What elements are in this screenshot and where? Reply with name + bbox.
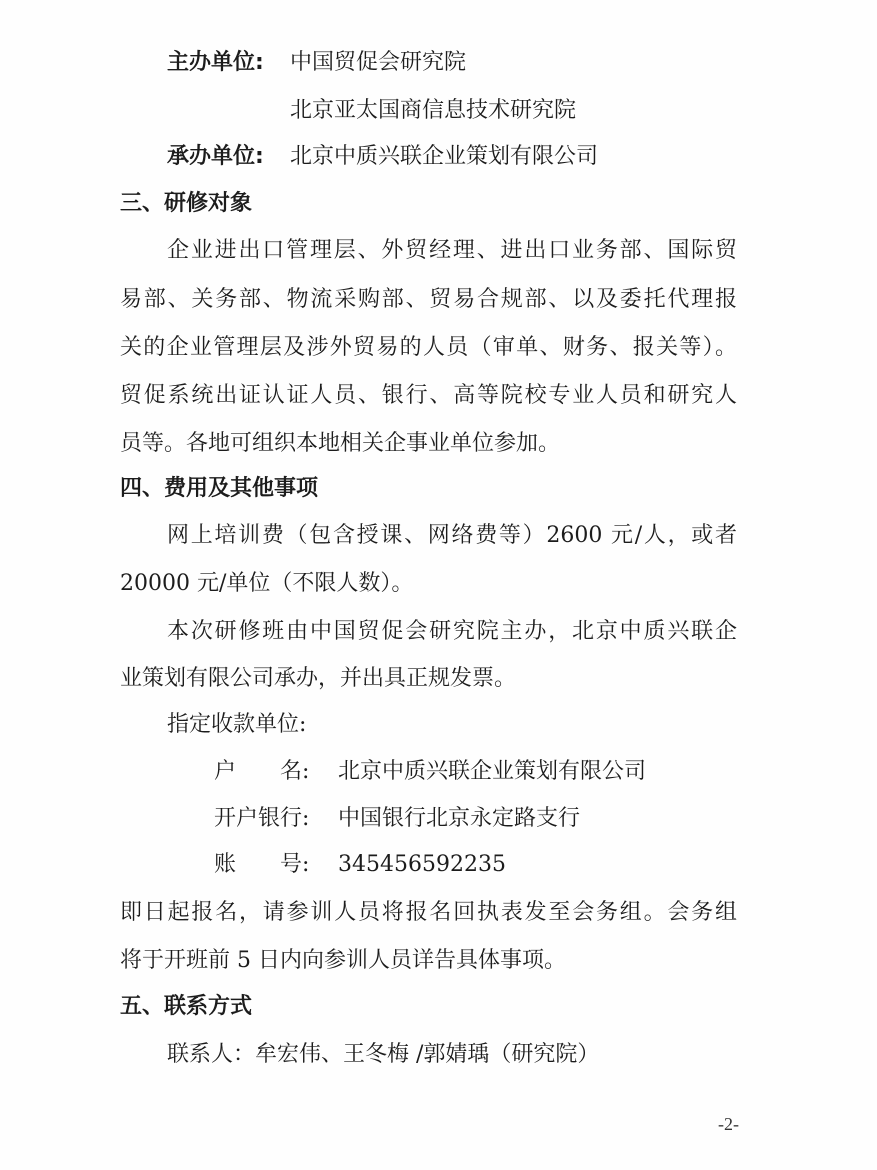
account-name-value: 北京中质兴联企业策划有限公司 xyxy=(338,759,647,784)
signup-line-1: 即日起报名，请参训人员将报名回执表发至会务组。会务组 xyxy=(120,900,737,925)
undertaker-row xyxy=(167,142,264,172)
host-note-line-1: 本次研修班由中国贸促会研究院主办，北京中质兴联企 xyxy=(167,619,737,644)
host-1: 中国贸促会研究院 xyxy=(290,50,467,75)
fee-line-1: 网上培训费（包含授课、网络费等）2600 元/人，或者 xyxy=(167,523,737,548)
section3-heading: 三、研修对象 xyxy=(120,191,253,216)
payee-title: 指定收款单位: xyxy=(167,712,307,737)
fee-line-2: 20000 元/单位（不限人数）。 xyxy=(120,571,414,596)
section5-heading: 五、联系方式 xyxy=(120,994,253,1019)
signup-line-2: 将于开班前 5 日内向参训人员详告具体事项。 xyxy=(120,948,566,973)
section3-line-1: 企业进出口管理层、外贸经理、进出口业务部、国际贸 xyxy=(167,238,737,263)
host-row xyxy=(167,48,264,78)
bank-label: 开户银行: xyxy=(214,806,310,831)
account-no-label: 账 号: xyxy=(214,852,310,877)
section3-line-2: 易部、关务部、物流采购部、贸易合规部、以及委托代理报 xyxy=(120,287,737,312)
undertaker-name: 北京中质兴联企业策划有限公司 xyxy=(290,144,599,169)
contact-line: 联系人：牟宏伟、王冬梅 /郭婧瑀（研究院） xyxy=(167,1042,600,1067)
section4-heading: 四、费用及其他事项 xyxy=(120,476,319,501)
account-name-label: 户 名: xyxy=(214,759,310,784)
page-number: -2- xyxy=(718,1114,739,1134)
host-note-line-2: 业策划有限公司承办，并出具正规发票。 xyxy=(120,666,517,691)
host-2: 北京亚太国商信息技术研究院 xyxy=(290,98,577,123)
section3-line-5: 员等。各地可组织本地相关企事业单位参加。 xyxy=(120,431,561,456)
section3-line-3: 关的企业管理层及涉外贸易的人员（审单、财务、报关等）。 xyxy=(120,335,737,360)
section3-line-4: 贸促系统出证认证人员、银行、高等院校专业人员和研究人 xyxy=(120,383,737,408)
account-no-value: 345456592235 xyxy=(338,852,506,877)
bank-value: 中国银行北京永定路支行 xyxy=(338,806,581,831)
undertaker-label: 承办单位: xyxy=(167,144,264,169)
host-label: 主办单位: xyxy=(167,50,264,75)
